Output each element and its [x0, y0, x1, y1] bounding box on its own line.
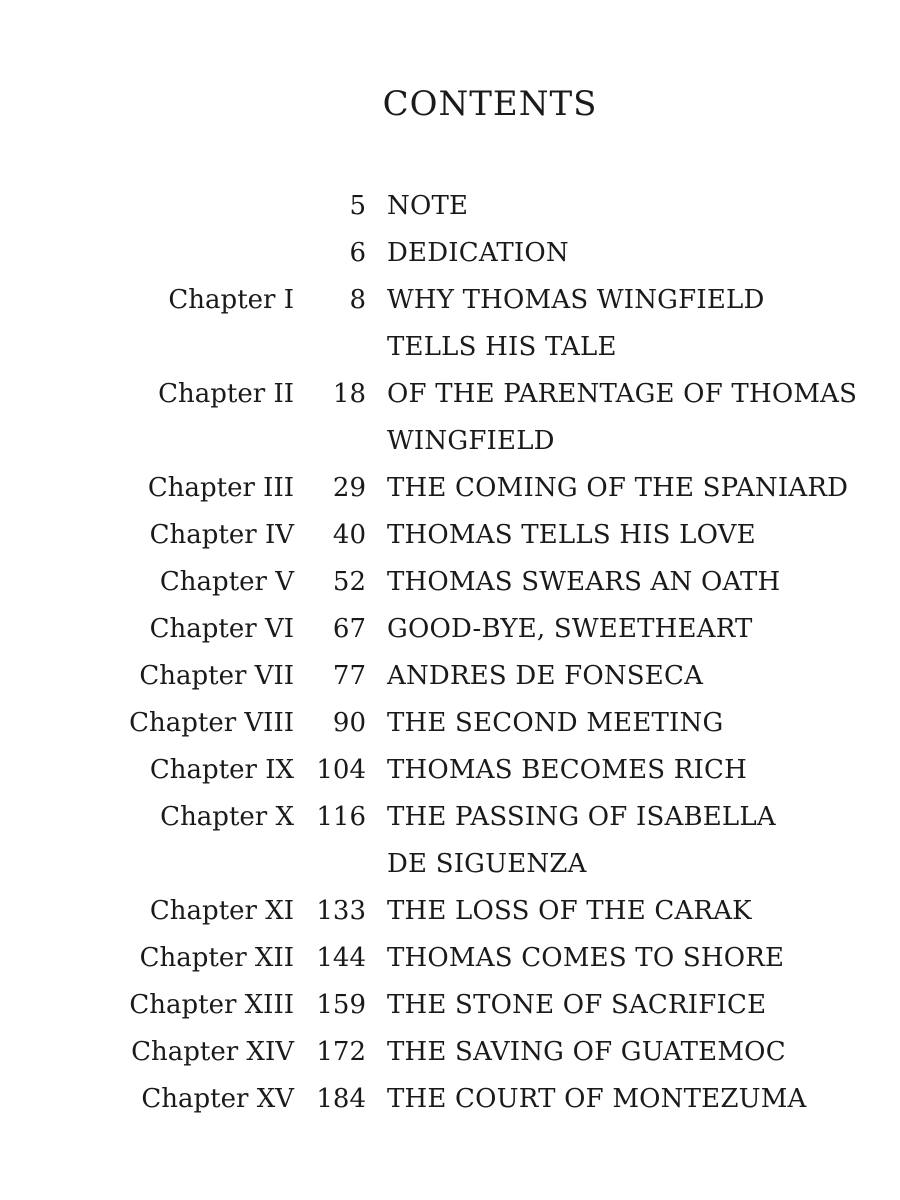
- toc-entry[interactable]: [0, 935, 900, 982]
- toc-entry[interactable]: [0, 512, 900, 559]
- chapter-label: Chapter IX: [149, 755, 294, 785]
- chapter-title: ANDRES DE FONSECA: [387, 661, 704, 691]
- toc-entry[interactable]: [0, 982, 900, 1029]
- chapter-label: Chapter XIII: [129, 990, 294, 1020]
- chapter-title: THOMAS SWEARS AN OATH: [387, 567, 781, 597]
- table-of-contents: [0, 183, 900, 1123]
- chapter-title: THE SAVING OF GUATEMOC: [387, 1037, 786, 1067]
- chapter-label: Chapter II: [158, 379, 294, 409]
- chapter-label: Chapter XV: [141, 1084, 294, 1114]
- page-number: 77: [332, 661, 366, 691]
- chapter-label: Chapter IV: [149, 520, 294, 550]
- toc-entry[interactable]: [0, 747, 900, 794]
- toc-entry[interactable]: [0, 700, 900, 747]
- chapter-title: THOMAS BECOMES RICH: [387, 755, 747, 785]
- page-number: 159: [316, 990, 366, 1020]
- chapter-label: Chapter VII: [139, 661, 294, 691]
- page-number: 8: [349, 285, 366, 315]
- page-number: 116: [316, 802, 366, 832]
- chapter-label: Chapter XI: [149, 896, 294, 926]
- chapter-label: Chapter V: [159, 567, 294, 597]
- toc-entry[interactable]: [0, 465, 900, 512]
- toc-entry[interactable]: [0, 888, 900, 935]
- toc-entry[interactable]: [0, 1029, 900, 1076]
- page-number: 172: [316, 1037, 366, 1067]
- chapter-title: THOMAS TELLS HIS LOVE: [387, 520, 756, 550]
- page-title: CONTENTS: [382, 84, 598, 124]
- page-number: 18: [332, 379, 366, 409]
- page-number: 6: [349, 238, 366, 268]
- page-number: 29: [332, 473, 366, 503]
- page-number: 67: [332, 614, 366, 644]
- chapter-title: THE SECOND MEETING: [387, 708, 724, 738]
- toc-entry[interactable]: [0, 183, 900, 230]
- chapter-label: Chapter XIV: [131, 1037, 294, 1067]
- toc-entry[interactable]: [0, 230, 900, 277]
- page-number: 133: [316, 896, 366, 926]
- chapter-label: Chapter X: [160, 802, 294, 832]
- toc-entry[interactable]: [0, 794, 900, 888]
- page-number: 52: [332, 567, 366, 597]
- page-number: 144: [316, 943, 366, 973]
- toc-entry[interactable]: [0, 277, 900, 371]
- chapter-label: Chapter XII: [139, 943, 294, 973]
- page-number: 40: [332, 520, 366, 550]
- chapter-title: DEDICATION: [387, 238, 569, 268]
- chapter-title: NOTE: [387, 191, 469, 221]
- chapter-label: Chapter I: [168, 285, 294, 315]
- chapter-title: OF THE PARENTAGE OF THOMAS WINGFIELD: [387, 379, 858, 456]
- chapter-title: THE LOSS OF THE CARAK: [387, 896, 752, 926]
- chapter-title: THE STONE OF SACRIFICE: [387, 990, 767, 1020]
- page-number: 90: [332, 708, 366, 738]
- chapter-title: WHY THOMAS WINGFIELD TELLS HIS TALE: [387, 285, 765, 362]
- chapter-title: THE PASSING OF ISABELLA DE SIGUENZA: [387, 802, 776, 879]
- chapter-label: Chapter VIII: [129, 708, 294, 738]
- chapter-label: Chapter VI: [149, 614, 294, 644]
- chapter-title: THOMAS COMES TO SHORE: [387, 943, 785, 973]
- page-number: 104: [316, 755, 366, 785]
- toc-entry[interactable]: [0, 371, 900, 465]
- toc-entry[interactable]: [0, 606, 900, 653]
- toc-entry[interactable]: [0, 653, 900, 700]
- toc-entry[interactable]: [0, 1076, 900, 1123]
- page-number: 184: [316, 1084, 366, 1114]
- page-number: 5: [349, 191, 366, 221]
- toc-entry[interactable]: [0, 559, 900, 606]
- chapter-label: Chapter III: [147, 473, 294, 503]
- chapter-title: GOOD-BYE, SWEETHEART: [387, 614, 753, 644]
- chapter-title: THE COMING OF THE SPANIARD: [387, 473, 849, 503]
- chapter-title: THE COURT OF MONTEZUMA: [387, 1084, 807, 1114]
